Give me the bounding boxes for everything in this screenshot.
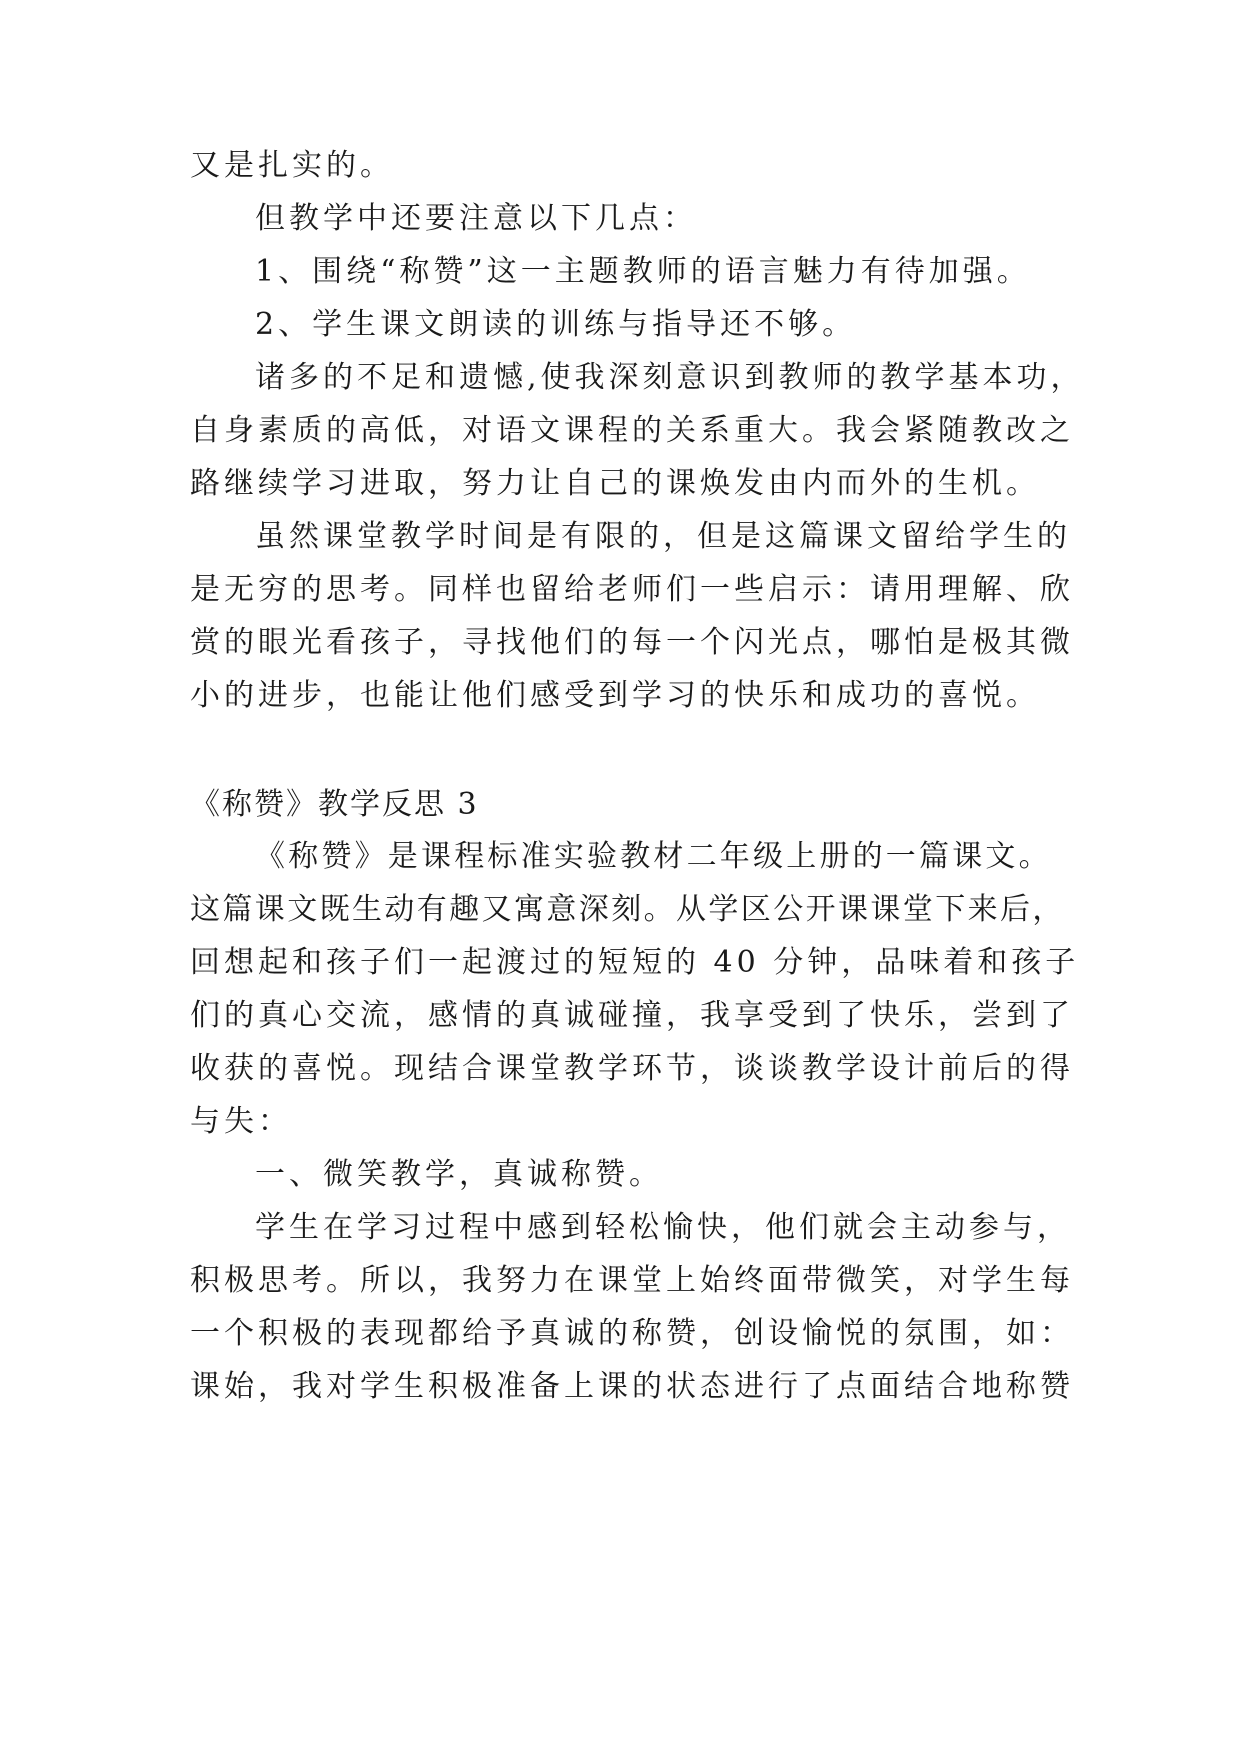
text-line: 回想起和孩子们一起渡过的短短的 40 分钟，品味着和孩子 — [190, 945, 1080, 980]
text-line: 自身素质的高低，对语文课程的关系重大。我会紧随教改之 — [190, 413, 1074, 448]
text-line: 课始，我对学生积极准备上课的状态进行了点面结合地称赞 — [190, 1369, 1074, 1404]
text-line: 学生在学习过程中感到轻松愉快，他们就会主动参与， — [255, 1210, 1071, 1245]
text-line: 又是扎实的。 — [190, 148, 394, 183]
text-line: 收获的喜悦。现结合课堂教学环节，谈谈教学设计前后的得 — [190, 1051, 1074, 1086]
text-line: 一个积极的表现都给予真诚的称赞，创设愉悦的氛围，如： — [190, 1316, 1074, 1351]
text-line: 2、学生课文朗读的训练与指导还不够。 — [255, 307, 857, 342]
section-heading: 《称赞》教学反思 3 — [190, 787, 479, 822]
text-line: 一、微笑教学，真诚称赞。 — [255, 1157, 663, 1192]
text-line: 《称赞》是课程标准实验教材二年级上册的一篇课文。 — [255, 839, 1052, 874]
text-line: 积极思考。所以，我努力在课堂上始终面带微笑，对学生每 — [190, 1263, 1074, 1298]
text-line: 是无穷的思考。同样也留给老师们一些启示：请用理解、欣 — [190, 572, 1074, 607]
text-line: 与失： — [190, 1104, 292, 1139]
text-line: 赏的眼光看孩子，寻找他们的每一个闪光点，哪怕是极其微 — [190, 625, 1074, 660]
text-line: 小的进步，也能让他们感受到学习的快乐和成功的喜悦。 — [190, 678, 1040, 713]
text-line: 但教学中还要注意以下几点： — [255, 201, 697, 236]
text-line: 这篇课文既生动有趣又寓意深刻。从学区公开课课堂下来后， — [190, 892, 1065, 927]
text-line: 们的真心交流，感情的真诚碰撞，我享受到了快乐，尝到了 — [190, 998, 1074, 1033]
text-line: 诸多的不足和遗憾,使我深刻意识到教师的教学基本功， — [255, 360, 1085, 395]
text-line: 1、围绕“称赞”这一主题教师的语言魅力有待加强。 — [255, 254, 1031, 289]
text-line: 路继续学习进取，努力让自己的课焕发由内而外的生机。 — [190, 466, 1040, 501]
text-line: 虽然课堂教学时间是有限的，但是这篇课文留给学生的 — [255, 519, 1071, 554]
